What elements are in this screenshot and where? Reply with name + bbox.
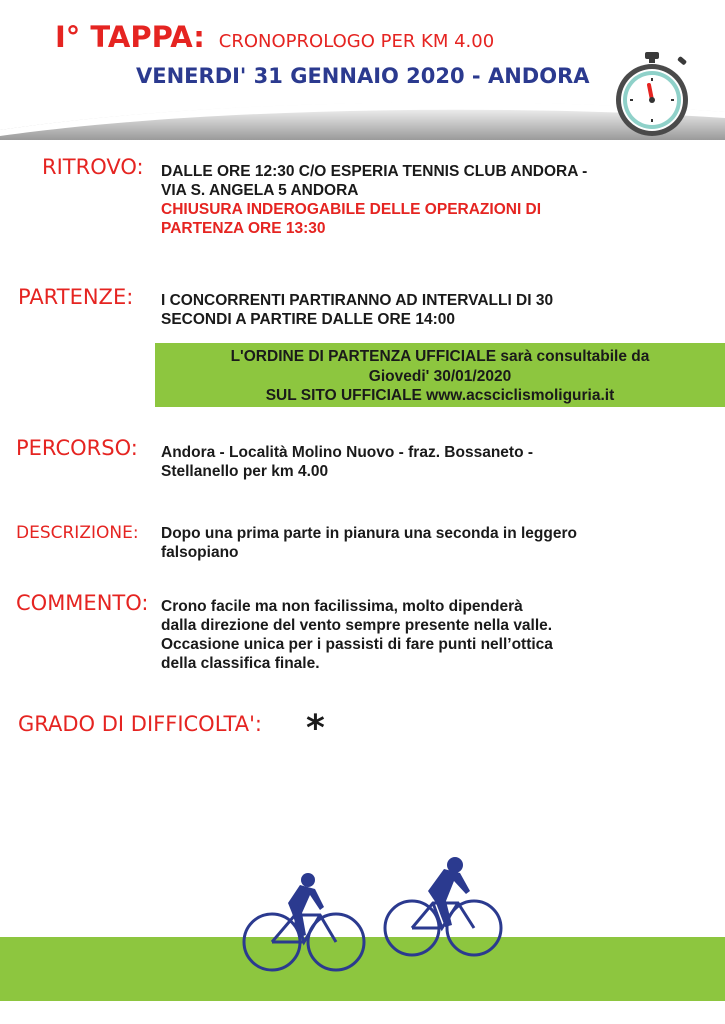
percorso-line-2: Stellanello per km 4.00 — [161, 463, 329, 480]
ritrovo-closing-line-1: CHIUSURA INDEROGABILE DELLE OPERAZIONI DI — [161, 201, 542, 218]
notice-line-3: SUL SITO UFFICIALE www.acsciclismoliguria.it — [265, 387, 615, 404]
commento-line-3: Occasione unica per i passisti di fare punti nell’ottica — [161, 636, 553, 653]
ritrovo-label: RITROVO: — [42, 155, 144, 179]
percorso-line-1: Andora - Località Molino Nuovo - fraz. Bossaneto - — [161, 444, 534, 461]
descrizione-line-1: Dopo una prima parte in pianura una seconda in leggero — [161, 525, 577, 542]
stage-title-line — [55, 20, 494, 54]
ritrovo-line-2: VIA S. ANGELA 5 ANDORA — [161, 182, 359, 199]
partenze-line-2: SECONDI A PARTIRE DALLE ORE 14:00 — [161, 311, 455, 328]
commento-text — [161, 597, 688, 673]
commento-line-4: della classifica finale. — [161, 655, 320, 672]
commento-line-2: dalla direzione del vento sempre presente nella valle. — [161, 617, 553, 634]
ritrovo-text — [161, 162, 701, 238]
percorso-label: PERCORSO: — [16, 436, 138, 460]
ritrovo-line-1: DALLE ORE 12:30 C/O ESPERIA TENNIS CLUB ANDORA - — [161, 163, 588, 180]
difficulty-rating: * — [306, 708, 325, 749]
ritrovo-closing-line-2: PARTENZA ORE 13:30 — [161, 220, 326, 237]
descrizione-label: DESCRIZIONE: — [16, 523, 139, 543]
stopwatch-icon — [605, 50, 700, 140]
percorso-text — [161, 443, 701, 481]
notice-line-2: Giovedi' 30/01/2020 — [368, 367, 512, 385]
notice-line-1: L'ORDINE DI PARTENZA UFFICIALE sarà consultabile da — [230, 348, 650, 365]
partenze-line-1: I CONCORRENTI PARTIRANNO AD INTERVALLI DI 30 — [161, 292, 554, 309]
partenze-text — [161, 291, 701, 329]
stage-title: I° TAPPA: — [55, 20, 205, 54]
commento-label: COMMENTO: — [16, 591, 149, 615]
official-order-notice — [155, 343, 725, 407]
descrizione-line-2: falsopiano — [161, 544, 239, 561]
difficolta-label: GRADO DI DIFFICOLTA': — [18, 712, 262, 736]
date-place: VENERDI' 31 GENNAIO 2020 - ANDORA — [136, 64, 590, 88]
descrizione-text — [161, 524, 701, 562]
cyclists-illustration — [240, 855, 510, 975]
commento-line-1: Crono facile ma non facilissima, molto dipenderà — [161, 598, 523, 615]
partenze-label: PARTENZE: — [18, 285, 134, 309]
stage-subtitle: CRONOPROLOGO PER KM 4.00 — [218, 31, 495, 52]
